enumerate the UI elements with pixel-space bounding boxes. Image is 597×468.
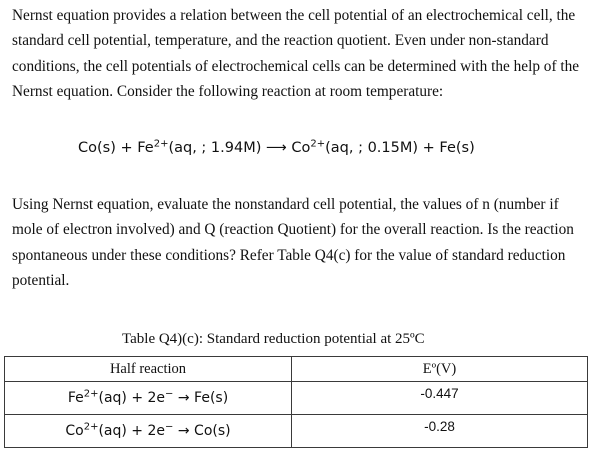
electron-charge: − [165,388,174,400]
potential-cell: -0.447 [292,382,588,415]
species: Fe [67,390,84,406]
reaction-equation [78,140,475,156]
species-charge: 2+ [83,388,99,400]
equation-part-2: (aq, ; 1.94M) ⟶ Co [168,140,311,156]
table-caption: Table Q4)(c): Standard reduction potential at 25ºC [122,331,425,347]
reaction-rest: (aq) + 2e [98,423,166,439]
species-charge: 2+ [83,421,99,433]
equation-part-1: Co(s) + Fe [78,140,154,156]
table-header-row [5,357,588,382]
half-reaction-cell [5,415,292,448]
equation-charge-2: 2+ [310,138,326,150]
potential-cell: -0.28 [292,415,588,448]
species: Co [65,423,84,439]
reduction-potential-table [4,356,588,448]
table-row [5,415,588,448]
reaction-rest: (aq) + 2e [98,390,166,406]
intro-paragraph: Nernst equation provides a relation between the cell potential of an electrochemical cell, the standard cell potential, temperature, and the reaction quotient. Even under non-standard conditions, the cell potentials of electrochemical cells can be determined with the help of the Nernst equation. Consider the following reaction at room temperature: [12,7,580,100]
reaction-product: → Fe(s) [173,390,229,406]
question-paragraph: Using Nernst equation, evaluate the nonstandard cell potential, the values of n (number if mole of electron involved) and Q (reaction Quotient) for the overall reaction. Is the reaction spontaneous under these conditions? Refer Table Q4(c) for the value of standard reduction potential. [12,196,574,289]
half-reaction-cell [5,382,292,415]
electron-charge: − [165,421,174,433]
reaction-product: → Co(s) [173,423,231,439]
equation-part-3: (aq, ; 0.15M) + Fe(s) [325,140,475,156]
equation-charge-1: 2+ [153,138,169,150]
header-half-reaction: Half reaction [5,357,292,382]
table-row [5,382,588,415]
header-potential: Eº(V) [292,357,588,382]
